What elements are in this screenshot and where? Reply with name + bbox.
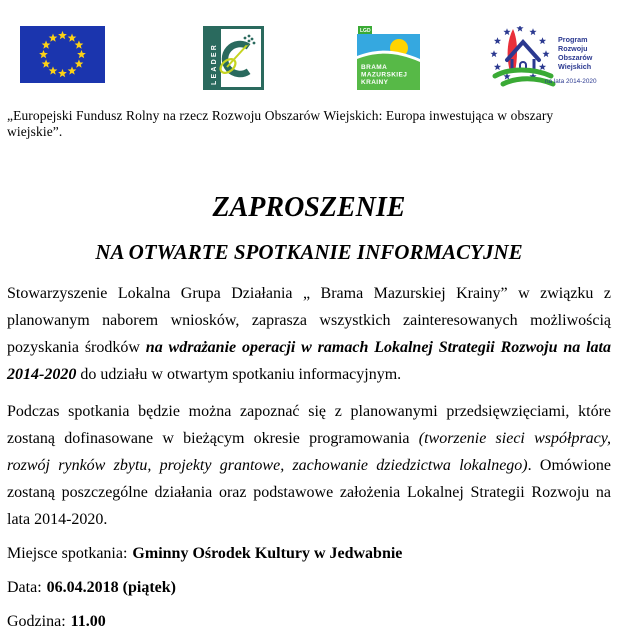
text-run: (tworzenie sieci współpracy, rozwój rynków zbytu, projekty grantowe, zachowanie dziedzictwa lokalnego): [7, 430, 611, 474]
text-run: do udziału w otwartym spotkaniu informacyjnym.: [76, 366, 402, 383]
paragraph-intro: [7, 280, 611, 388]
meeting-place-label: Miejsce spotkania:: [7, 545, 128, 562]
prow-line-4: Wiejskich: [558, 62, 592, 71]
prow-line-3: Obszarów: [558, 53, 593, 62]
leader-vertical-label: LEADER: [211, 43, 218, 85]
meeting-time-label: Godzina:: [7, 613, 66, 630]
meeting-date-value: 06.04.2018 (piątek): [46, 579, 176, 596]
text-run: na wdrażanie operacji w ramach Lokalnej Strategii Rozwoju na lata 2014-2020: [7, 339, 611, 383]
meeting-time-line: [7, 611, 611, 632]
prow-logo-icon: [487, 26, 608, 93]
prow-years-label: na lata 2014-2020: [545, 78, 597, 85]
leader-logo-icon: [203, 26, 264, 90]
prow-line-1: Program: [558, 35, 588, 44]
brama-line-2: MAZURSKIEJ: [361, 71, 408, 79]
document-title: ZAPROSZENIE: [212, 192, 406, 223]
prow-line-2: Rozwoju: [558, 44, 588, 53]
eu-funding-caption: „Europejski Fundusz Rolny na rzecz Rozwoju Obszarów Wiejskich: Europa inwestująca w obszary wiejskie”.: [7, 108, 554, 139]
paragraph-agenda: [7, 398, 611, 533]
text-run: Podczas spotkania będzie można zapoznać się z planowanymi przedsięwzięciami, które zostaną dofinasowane w bieżącym okresie programowania: [7, 403, 611, 447]
text-run: . Omówione zostaną poszczególne działania oraz podstawowe założenia Lokalnej Strategii Rozwoju na lata 2014-2020.: [7, 457, 611, 528]
meeting-details: [7, 543, 611, 632]
brama-line-1: BRAMA: [361, 64, 388, 71]
brama-mazurskiej-krainy-logo-icon: [357, 26, 420, 90]
meeting-time-value: 11.00: [70, 613, 106, 630]
document-subtitle: NA OTWARTE SPOTKANIE INFORMACYJNE: [95, 240, 523, 264]
lgd-tag: LGD: [360, 28, 371, 35]
meeting-place-line: [7, 543, 611, 564]
eu-flag-icon: [20, 26, 105, 83]
logo-row: [0, 18, 618, 98]
prow-field-1: [495, 70, 551, 76]
meeting-date-label: Data:: [7, 579, 42, 596]
prow-name-lines: [558, 35, 593, 71]
meeting-place-value: Gminny Ośrodek Kultury w Jedwabnie: [132, 545, 403, 562]
text-run: Stowarzyszenie Lokalna Grupa Działania „ Brama Mazurskiej Krainy” w związku z planowanym naborem wniosków, zaprasza wszystkich zainteresowanych możliwością pozyskania środków: [7, 285, 611, 356]
meeting-date-line: [7, 577, 611, 598]
brama-line-3: KRAINY: [361, 79, 389, 86]
